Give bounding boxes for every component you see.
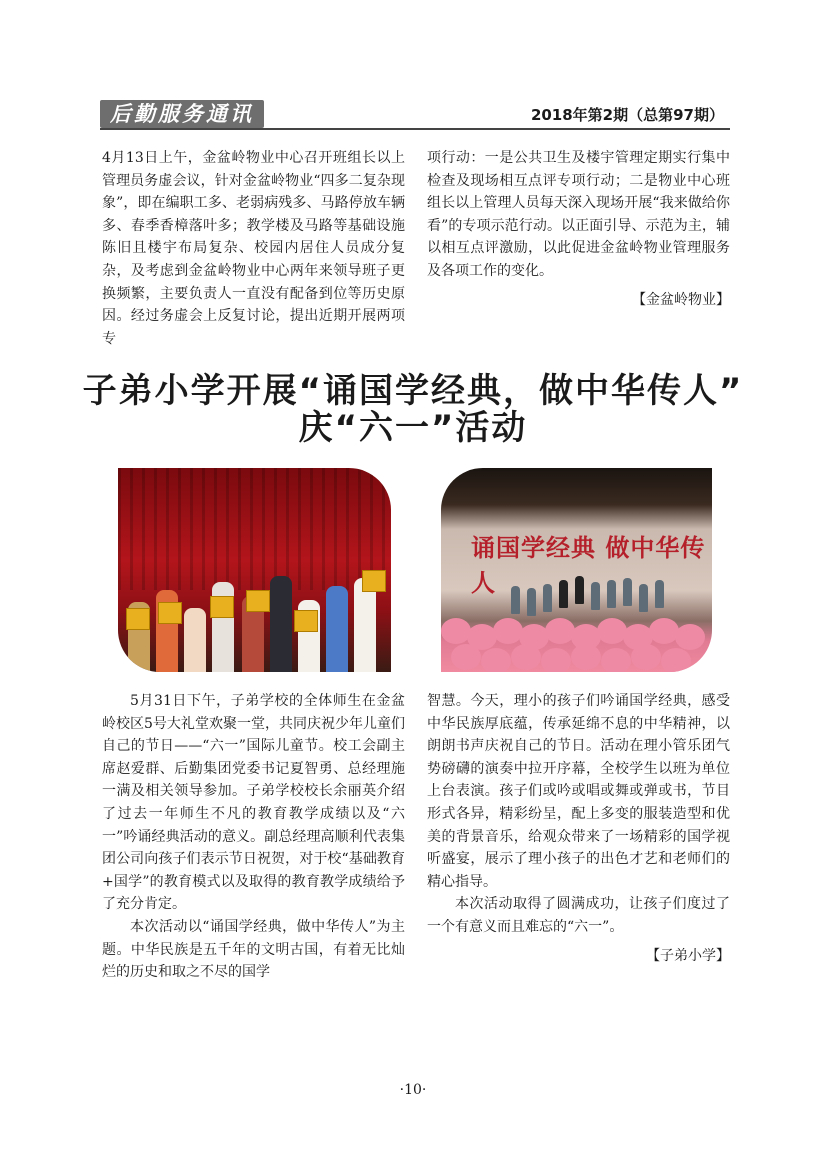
balloon [451, 644, 481, 670]
stage-banner-text: 诵国学经典 做中华传人 [471, 534, 706, 597]
page-number: ·10· [399, 1082, 427, 1098]
main-article-paragraph: 智慧。今天，理小的孩子们吟诵国学经典，感受中华民族厚底蕴，传承延绵不息的中华精神，以朗朗书声庆祝自己的节日。活动在理小管乐团气势磅礴的演奏中拉开序幕，全校学生以班为单位上台表演。孩子们或吟或唱或舞或弹或书，节目形式各异，精彩纷呈，配上多变的服装造型和优美的背景音乐，给观众带来了一场精彩的国学视听盛宴，展示了理小孩子的出色才艺和老师们的精心指导。 [427, 693, 730, 890]
child-figure [184, 608, 206, 672]
performer-figure [543, 584, 552, 612]
performer-figure [591, 582, 600, 610]
certificate [362, 570, 386, 592]
performer-figure [559, 580, 568, 608]
stage-curtain [118, 468, 391, 590]
balloon [631, 644, 661, 670]
main-article-paragraph: 5月31日下午，子弟学校的全体师生在金盆岭校区5号大礼堂欢聚一堂，共同庆祝少年儿童们自己的节日——“六一”国际儿童节。校工会副主席赵爱群、后勤集团党委书记夏智勇、总经理施一满及相关领导参加。子弟学校校长余丽英介绍了过去一年师生不凡的教育教学成绩以及“六一”吟诵经典活动的意义。副总经理高顺利代表集团公司向孩子们表示节日祝贺，对于校“基础教育+国学”的教育模式以及取得的教育教学成绩给予了充分肯定。 [102, 693, 405, 913]
balloon [675, 624, 705, 650]
performer-figure [623, 578, 632, 606]
header-rule [100, 128, 730, 130]
main-article-right-column [427, 690, 730, 967]
article-title-line1: 子弟小学开展“诵国学经典，做中华传人” [82, 371, 744, 411]
adult-figure [270, 576, 292, 672]
performer-figure [511, 586, 520, 614]
balloon [661, 648, 691, 672]
certificate [126, 608, 150, 630]
top-article-right-column [427, 147, 730, 311]
performer-figure [655, 580, 664, 608]
certificate [158, 602, 182, 624]
page-header [100, 96, 730, 130]
balloon [541, 648, 571, 672]
balloon [481, 648, 511, 672]
top-article-left-text: 4月13日上午，金盆岭物业中心召开班组长以上管理员务虚会议，针对金盆岭物业“四多二复杂现象”，即在编职工多、老弱病残多、马路停放车辆多、春季香樟落叶多；教学楼及马路等基础设施陈旧且楼宇布局复杂、校园内居住人员成分复杂，及考虑到金盆岭物业中心两年来领导班子更换频繁，主要负责人一直没有配备到位等历史原因。经过务虚会上反复讨论，提出近期开展两项专 [102, 150, 405, 347]
top-article-left-column [102, 147, 405, 350]
balloon [571, 644, 601, 670]
certificate [246, 590, 270, 612]
child-figure [354, 578, 376, 672]
certificate [210, 596, 234, 618]
ceremony-photo [118, 468, 391, 672]
performer-figure [527, 588, 536, 616]
issue-label: 2018年第2期（总第97期） [530, 106, 724, 124]
performer-figure [639, 584, 648, 612]
main-article-left-column [102, 690, 405, 984]
main-article-paragraph: 本次活动取得了圆满成功，让孩子们度过了一个有意义而且难忘的“六一”。 [427, 896, 730, 935]
child-figure [326, 586, 348, 672]
masthead-title: 后勤服务通讯 [100, 100, 264, 128]
top-article-source: 【金盆岭物业】 [632, 291, 730, 308]
main-article-paragraph: 本次活动以“诵国学经典，做中华传人”为主题。中华民族是五千年的文明古国，有着无比灿烂的历史和取之不尽的国学 [102, 918, 405, 981]
performance-photo [441, 468, 712, 672]
performer-figure [607, 580, 616, 608]
main-article-source: 【子弟小学】 [646, 947, 730, 964]
top-article-right-text: 项行动：一是公共卫生及楼宇管理定期实行集中检查及现场相互点评专项行动；二是物业中心班组长以上管理人员每天深入现场开展“我来做给你看”的专项示范行动。以正面引导、示范为主，辅以相互点评激励，以此促进金盆岭物业管理服务及各项工作的变化。 [427, 150, 730, 279]
balloon [601, 648, 631, 672]
performer-figure [575, 576, 584, 604]
balloon [511, 644, 541, 670]
article-title-line2: 庆“六一”活动 [298, 408, 528, 448]
certificate [294, 610, 318, 632]
